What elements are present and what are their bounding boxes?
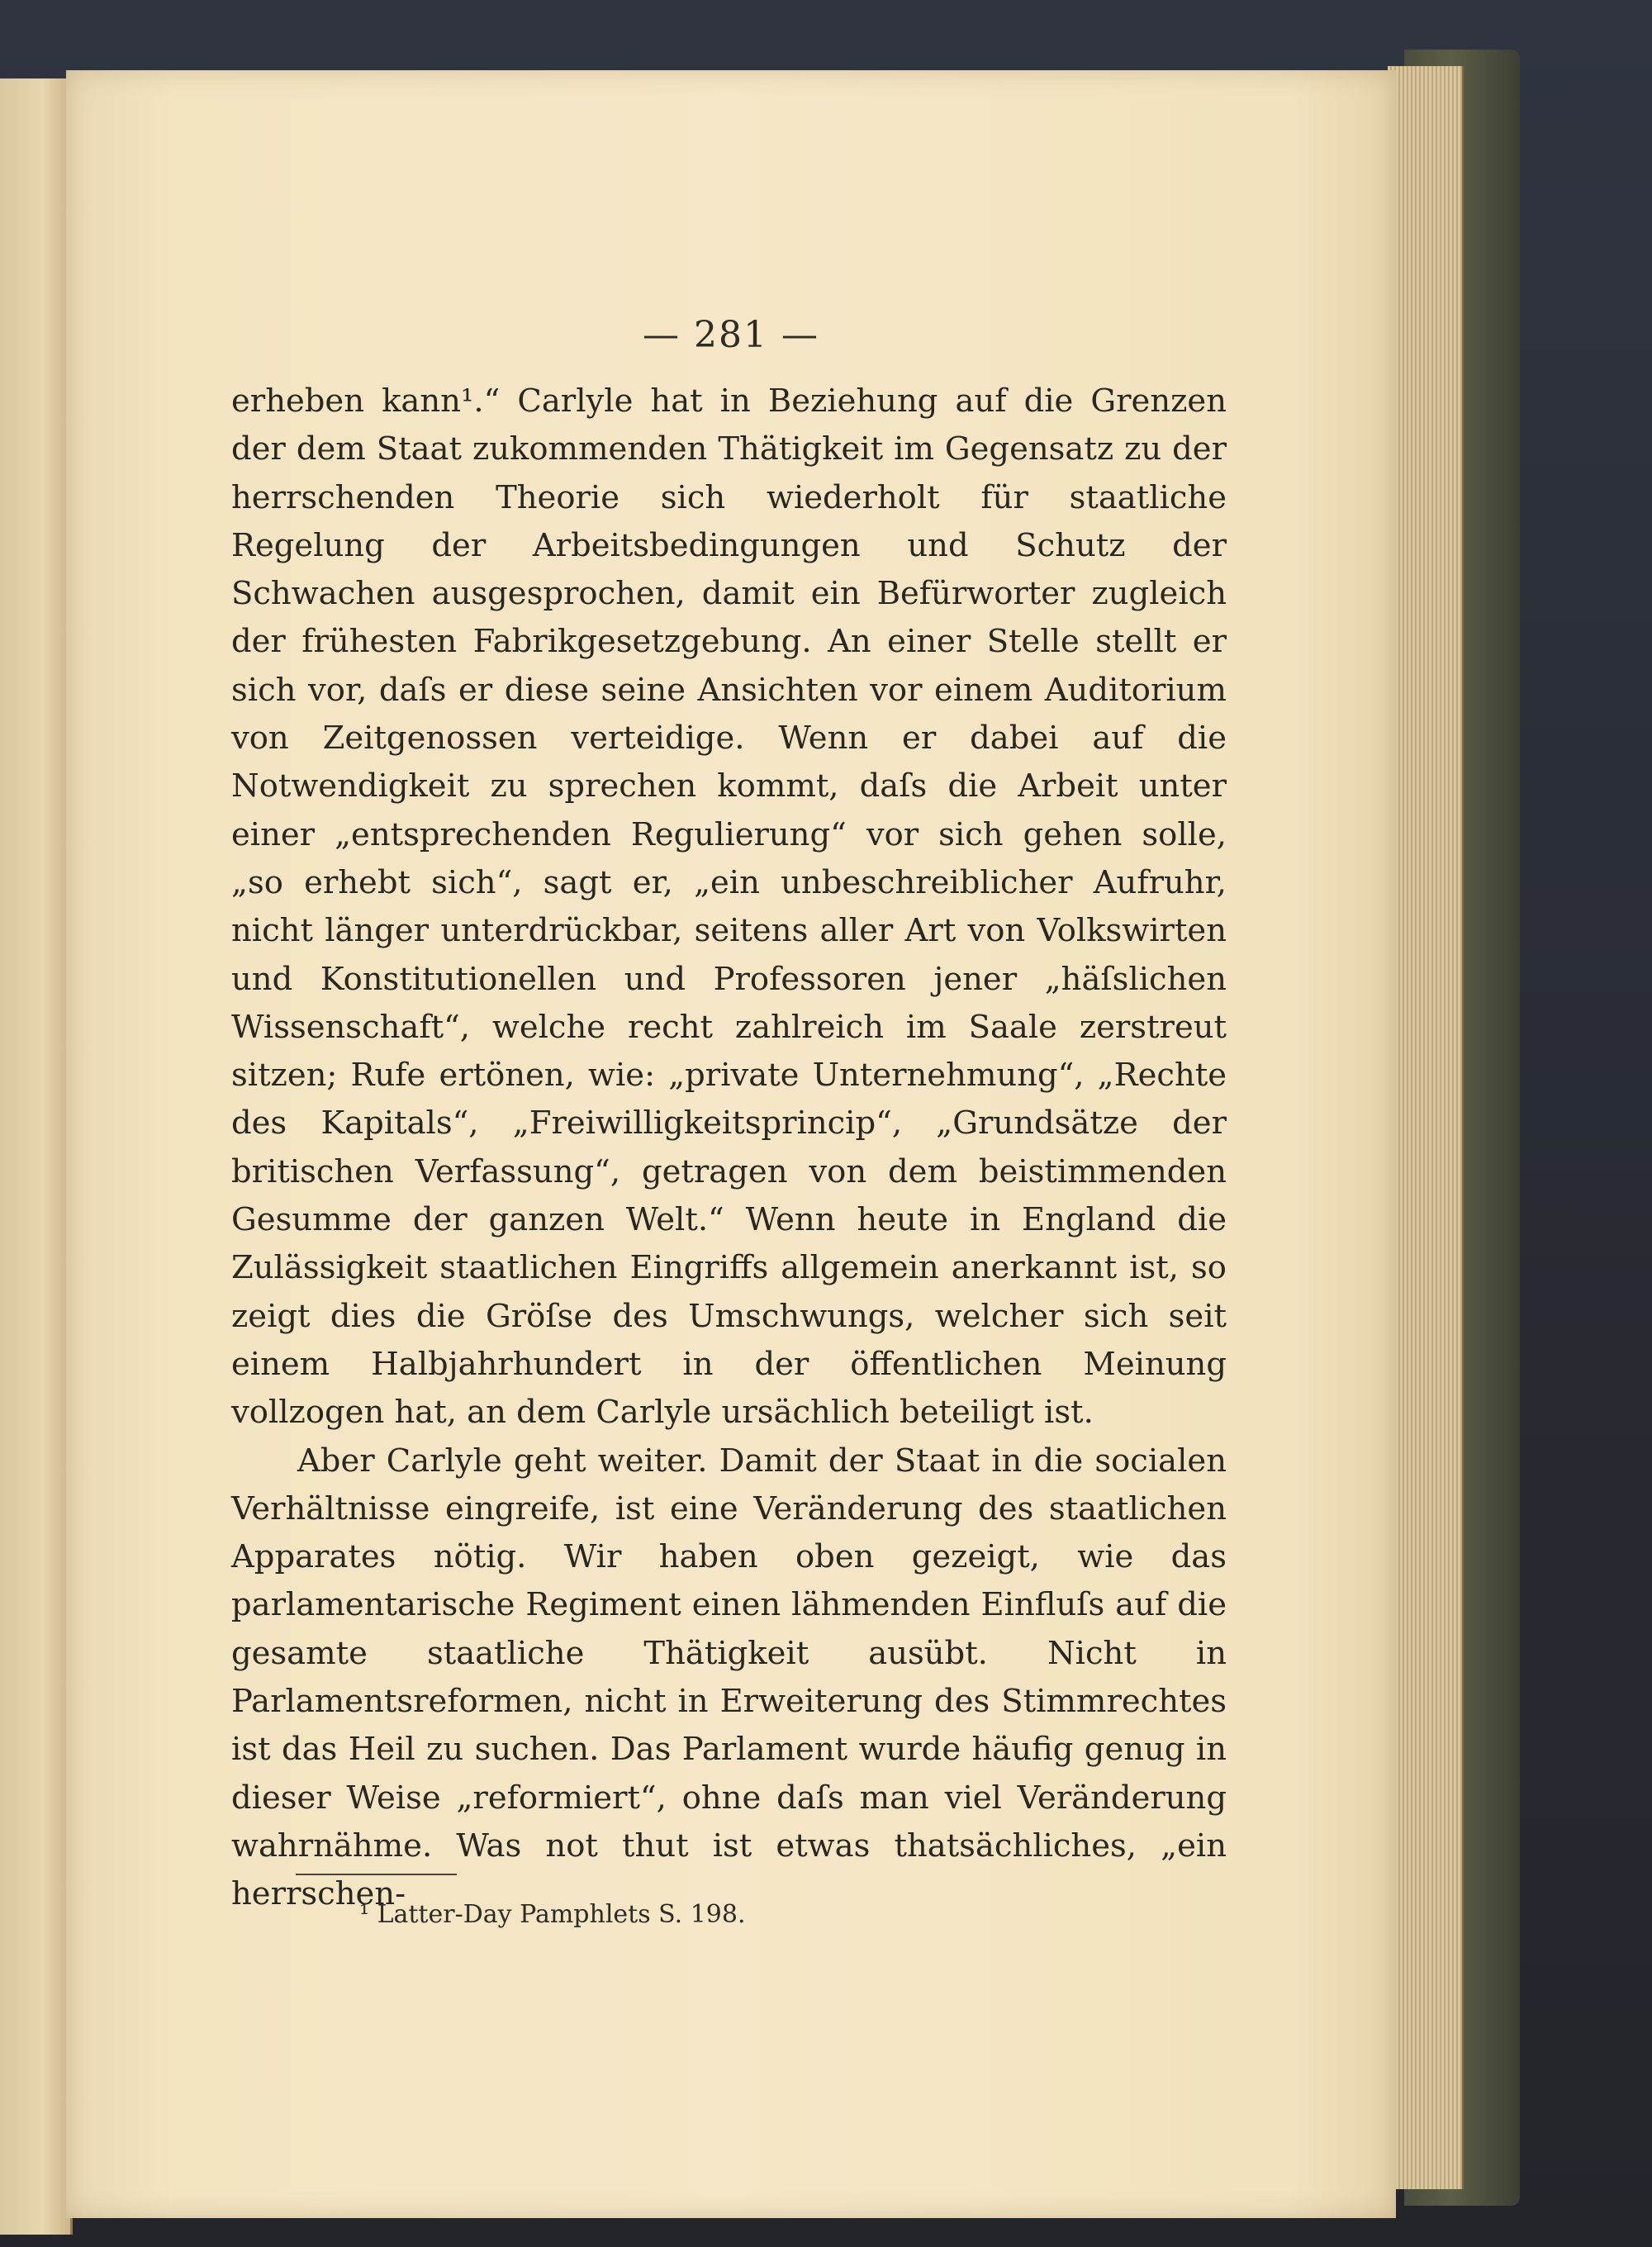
- paragraph-2: Aber Carlyle geht weiter. Damit der Staat in die socialen Verhältnisse eingreife, ist eine Veränderung des staatlichen Apparates nötig. Wir haben oben gezeigt, wie das parlamentarische Regiment einen lähmenden Einfluſs auf die gesamte staatliche Thätigkeit ausübt. Nicht in Parlamentsreformen, nicht in Erweiterung des Stimmrechtes ist das Heil zu suchen. Das Parlament wurde häufig genug in dieser Weise „reformiert“, ohne daſs man viel Veränderung wahrnähme. Was not thut ist etwas thatsächliches, „ein herrschen-: [231, 1442, 1227, 1913]
- page-stack-edge: [1388, 66, 1464, 2189]
- paragraph-1: erheben kann¹.“ Carlyle hat in Beziehung auf die Grenzen der dem Staat zukommenden Thätigkeit im Gegensatz zu der herrschenden Theorie sich wiederholt für staatliche Regelung der Arbeitsbedingungen und Schutz der Schwachen ausgesprochen, damit ein Befürworter zugleich der frühesten Fabrikgesetzgebung. An einer Stelle stellt er sich vor, daſs er diese seine Ansichten vor einem Auditorium von Zeitgenossen verteidige. Wenn er dabei auf die Notwendigkeit zu sprechen kommt, daſs die Arbeit unter einer „entsprechenden Regulierung“ vor sich gehen solle, „so erhebt sich“, sagt er, „ein unbeschreiblicher Aufruhr, nicht länger unterdrückbar, seitens aller Art von Volkswirten und Konstitutionellen und Professoren jener „häſslichen Wissenschaft“, welche recht zahlreich im Saale zerstreut sitzen; Rufe ertönen, wie: „private Unternehmung“, „Rechte des Kapitals“, „Freiwilligkeitsprincip“, „Grundsätze der britischen Verfassung“, getragen von dem beistimmenden Gesumme der ganzen Welt.“ Wenn heute in England die Zulässigkeit staatlichen Eingriffs allgemein anerkannt ist, so zeigt dies die Gröſse des Umschwungs, welcher sich seit einem Halbjahrhundert in der öffentlichen Meinung vollzogen hat, an dem Carlyle ursächlich beteiligt ist.: [231, 382, 1227, 1432]
- footnote-separator: [296, 1874, 457, 1875]
- book-page: [66, 70, 1396, 2218]
- page-number: — 281 —: [643, 314, 819, 356]
- left-facing-page: [0, 78, 73, 2235]
- footnote: ¹ Latter-Day Pamphlets S. 198.: [359, 1900, 746, 1929]
- body-text: [231, 378, 1227, 1919]
